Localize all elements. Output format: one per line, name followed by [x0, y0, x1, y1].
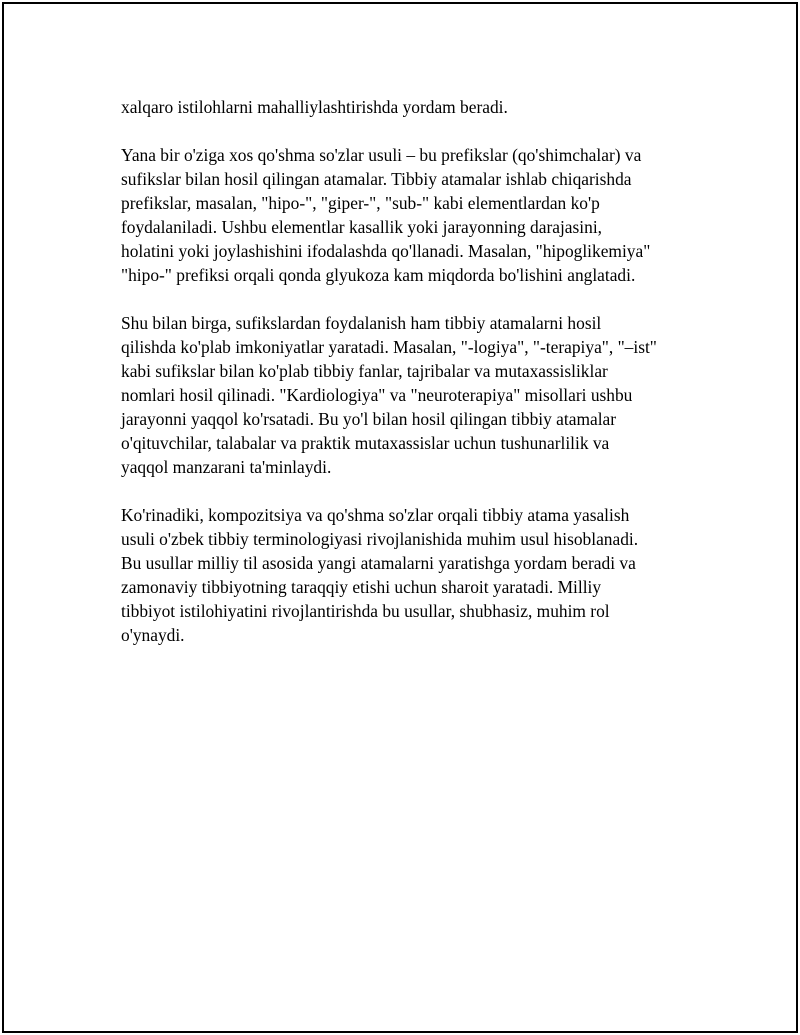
paragraph-4	[121, 503, 721, 647]
text-line: zamonaviy tibbiyotning taraqqiy etishi uchun sharoit yaratadi. Milliy	[121, 577, 602, 597]
paragraph-1	[121, 95, 721, 119]
text-line: o'qituvchilar, talabalar va praktik mutaxassislar uchun tushunarlilik va	[121, 433, 610, 453]
text-line: foydalaniladi. Ushbu elementlar kasallik yoki jarayonning darajasini,	[121, 217, 603, 237]
text-line: kabi sufikslar bilan ko'plab tibbiy fanlar, tajribalar va mutaxassisliklar	[121, 361, 608, 381]
text-line: qilishda ko'plab imkoniyatlar yaratadi. Masalan, "-logiya", "-terapiya", "–ist"	[121, 337, 657, 357]
text-line: sufikslar bilan hosil qilingan atamalar. Tibbiy atamalar ishlab chiqarishda	[121, 169, 632, 189]
text-line: prefikslar, masalan, "hipo-", "giper-", "sub-" kabi elementlardan ko'p	[121, 193, 600, 213]
document-page	[2, 2, 798, 1033]
text-line: xalqaro istilohlarni mahalliylashtirishda yordam beradi.	[121, 97, 508, 117]
text-line: o'ynaydi.	[121, 625, 185, 645]
text-line: Yana bir o'ziga xos qo'shma so'zlar usuli – bu prefikslar (qo'shimchalar) va	[121, 145, 642, 165]
paragraph-2	[121, 143, 721, 287]
text-line: "hipo-" prefiksi orqali qonda glyukoza kam miqdorda bo'lishini anglatadi.	[121, 265, 636, 285]
text-line: jarayonni yaqqol ko'rsatadi. Bu yo'l bilan hosil qilingan tibbiy atamalar	[121, 409, 617, 429]
text-line: holatini yoki joylashishini ifodalashda qo'llanadi. Masalan, "hipoglikemiya"	[121, 241, 651, 261]
text-line: Bu usullar milliy til asosida yangi atamalarni yaratishga yordam beradi va	[121, 553, 636, 573]
text-line: yaqqol manzarani ta'minlaydi.	[121, 457, 332, 477]
document-body	[121, 95, 721, 671]
text-line: Ko'rinadiki, kompozitsiya va qo'shma so'zlar orqali tibbiy atama yasalish	[121, 505, 630, 525]
text-line: nomlari hosil qilinadi. "Kardiologiya" va "neuroterapiya" misollari ushbu	[121, 385, 633, 405]
text-line: usuli o'zbek tibbiy terminologiyasi rivojlanishida muhim usul hisoblanadi.	[121, 529, 639, 549]
text-line: Shu bilan birga, sufikslardan foydalanish ham tibbiy atamalarni hosil	[121, 313, 602, 333]
paragraph-3	[121, 311, 721, 479]
text-line: tibbiyot istilohiyatini rivojlantirishda bu usullar, shubhasiz, muhim rol	[121, 601, 610, 621]
